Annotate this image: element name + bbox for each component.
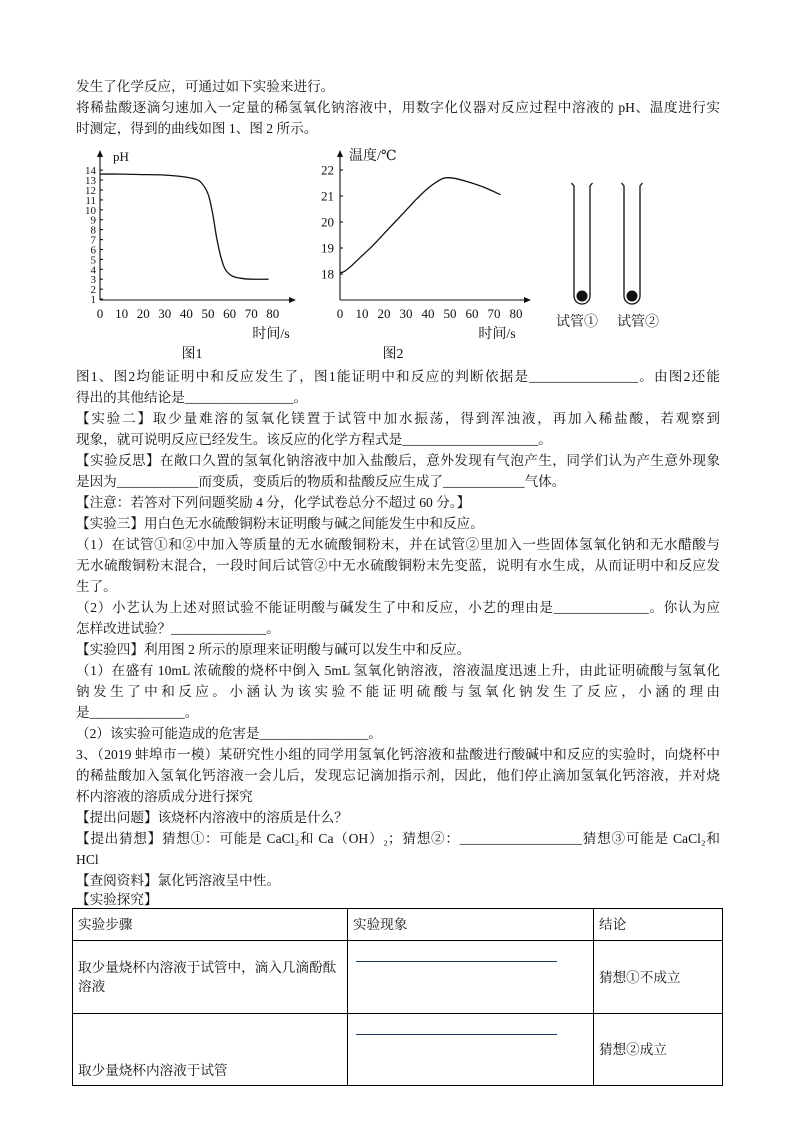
- y-tick-label: 7: [90, 234, 96, 247]
- test-tube-2-label: 试管②: [617, 315, 659, 330]
- y-axis-label: 温度/℃: [349, 149, 397, 164]
- reflection-line: 是因为____________而变质，变质后的物质和盐酸反应生成了____________气体。: [76, 474, 566, 489]
- x-tick-label: 80: [509, 306, 523, 321]
- y-tick-label: 22: [321, 162, 334, 178]
- table-header-row: [73, 909, 723, 941]
- hypothesis-line: HCl: [76, 852, 99, 867]
- figures-svg: [76, 139, 720, 366]
- y-tick-label: 14: [85, 165, 96, 178]
- question-3-line: 的稀盐酸加入氢氧化钙溶液一会儿后，发现忘记滴加指示剂，因此，他们停止滴加氢氧化钙溶液，并对烧: [76, 768, 720, 783]
- question-line: 图1、图2均能证明中和反应发生了，图1能证明中和反应的判断依据是________________。由图2还能: [76, 369, 720, 384]
- question-3-line: 杯内溶液的溶质成分进行探究: [76, 789, 253, 804]
- figure-caption: 图1: [181, 347, 203, 362]
- step-cell: 取少量烧杯内溶液于试管: [73, 1014, 348, 1086]
- y-axis-label: pH: [113, 149, 129, 164]
- question-line: 得出的其他结论是________________。: [76, 390, 308, 405]
- figures-row: [76, 139, 720, 366]
- y-tick-label: 5: [90, 254, 96, 267]
- test-tube-1-powder: [577, 291, 588, 302]
- experiment-3-line: 生了。: [76, 579, 117, 594]
- reflection-line: 【实验反思】在敞口久置的氢氧化钠溶液中加入盐酸后，意外发现有气泡产生，同学们认为产生意外现象: [76, 453, 720, 468]
- y-tick-label: 12: [85, 184, 96, 197]
- experiment-4-line: 【实验四】利用图 2 所示的原理来证明酸与碱可以发生中和反应。: [76, 642, 471, 657]
- x-tick-label: 50: [201, 306, 215, 321]
- test-tube-1-glass: [572, 183, 593, 304]
- test-tube-2-powder: [627, 291, 638, 302]
- experiment-3-line: 怎样改进试验？______________。: [76, 621, 280, 636]
- x-tick-label: 40: [421, 306, 435, 321]
- x-tick-label: 20: [377, 306, 391, 321]
- step-cell: 取少量烧杯内溶液于试管中，滴入几滴酚酞溶液: [73, 941, 348, 1014]
- experiment-3-line: 【实验三】用白色无水硫酸铜粉末证明酸与碱之间能发生中和反应。: [76, 516, 484, 531]
- x-tick-label: 0: [96, 306, 104, 321]
- header-observation: 实验现象: [348, 909, 594, 941]
- header-conclusion: 结论: [594, 909, 723, 941]
- ph-chart: [85, 149, 296, 362]
- y-tick-label: 11: [85, 194, 96, 207]
- x-axis-label: 时间/s: [252, 327, 290, 342]
- x-axis-arrow: [524, 297, 531, 303]
- observation-blank: [356, 961, 557, 962]
- x-tick-label: 10: [115, 306, 129, 321]
- y-axis-arrow: [337, 150, 343, 157]
- x-tick-label: 60: [465, 306, 479, 321]
- experiment-2-line: 【实验二】取少量难溶的氢氧化镁置于试管中加水振荡，得到浑浊液，再加入稀盐酸，若观察到: [76, 411, 720, 426]
- experiment-4-line: 是______________。: [76, 705, 199, 720]
- observation-cell: [348, 941, 594, 1014]
- observation-cell: [348, 1014, 594, 1086]
- y-tick-label: 1: [90, 294, 96, 306]
- intro-line: 将稀盐酸逐滴匀速加入一定量的稀氢氧化钠溶液中，用数字化仪器对反应过程中溶液的 pH、温度进行实: [76, 100, 720, 115]
- x-tick-label: 50: [443, 306, 457, 321]
- test-tube-2-glass: [622, 183, 643, 304]
- reference-line: 【查阅资料】氯化钙溶液呈中性。: [76, 873, 280, 888]
- exam-page: [76, 76, 720, 1086]
- table-row: [73, 941, 723, 1014]
- y-tick-label: 2: [90, 284, 96, 297]
- x-tick-label: 30: [399, 306, 413, 321]
- intro-line: 时测定，得到的曲线如图 1、图 2 所示。: [76, 121, 318, 136]
- observation-blank: [356, 1034, 557, 1035]
- y-tick-label: 4: [90, 264, 96, 277]
- x-tick-label: 70: [244, 306, 258, 321]
- x-axis-arrow: [289, 297, 296, 303]
- raise-question-line: 【提出问题】该烧杯内溶液中的溶质是什么？: [76, 810, 348, 825]
- exploration-heading: 【实验探究】: [76, 892, 158, 907]
- experiment-4-line: （2）该实验可能造成的危害是________________。: [76, 726, 382, 741]
- y-axis-arrow: [97, 150, 103, 157]
- figure-caption: 图2: [382, 347, 404, 362]
- temperature-curve: [340, 178, 501, 273]
- y-tick-label: 19: [321, 240, 334, 256]
- x-axis-label: 时间/s: [478, 327, 516, 342]
- x-tick-label: 40: [179, 306, 193, 321]
- y-tick-label: 13: [85, 175, 96, 187]
- temperature-chart: [321, 147, 531, 362]
- experiment-2-line: 现象，就可说明反应已经发生。该反应的化学方程式是____________________。: [76, 432, 552, 447]
- header-step: 实验步骤: [73, 909, 348, 941]
- y-tick-label: 10: [85, 204, 96, 217]
- experiment-3-line: 无水硫酸铜粉末混合，一段时间后试管②中无水硫酸铜粉末先变蓝，说明有水生成，从而证明中和反应发: [76, 558, 720, 573]
- intro-line: 发生了化学反应，可通过如下实验来进行。: [76, 79, 335, 94]
- y-tick-label: 8: [90, 224, 96, 237]
- x-tick-label: 10: [355, 306, 369, 321]
- x-tick-label: 60: [223, 306, 237, 321]
- x-tick-label: 80: [266, 306, 280, 321]
- question-3-line: 3、（2019 蚌埠市一模）某研究性小组的同学用氢氧化钙溶液和盐酸进行酸碱中和反应的实验时，向烧杯中: [76, 747, 720, 762]
- bonus-note-line: 【注意：若答对下列问题奖励 4 分，化学试卷总分不超过 60 分。】: [76, 495, 471, 510]
- x-tick-label: 0: [336, 306, 344, 321]
- y-tick-label: 20: [321, 214, 334, 230]
- experiment-4-line: （1）在盛有 10mL 浓硫酸的烧杯中倒入 5mL 氢氧化钠溶液，溶液温度迅速上升，由此证明硫酸与氢氧化: [76, 663, 720, 678]
- y-tick-label: 3: [90, 274, 96, 287]
- y-tick-label: 9: [90, 214, 96, 227]
- x-tick-label: 20: [136, 306, 150, 321]
- ph-curve: [100, 174, 269, 279]
- y-tick-label: 21: [321, 188, 334, 204]
- conclusion-cell: 猜想①不成立: [594, 941, 723, 1014]
- experiment-table: [72, 908, 723, 1086]
- y-tick-label: 6: [90, 244, 96, 257]
- x-tick-label: 30: [158, 306, 172, 321]
- conclusion-cell: 猜想②成立: [594, 1014, 723, 1086]
- experiment-4-line: 钠发生了中和反应。小涵认为该实验不能证明硫酸与氢氧化钠发生了反应，小涵的理由: [76, 684, 720, 699]
- hypothesis-line: 【提出猜想】猜想①：可能是 CaCl₂和 Ca（OH）₂；猜想②：__________________猜想③可能是 CaCl₂和: [76, 831, 720, 846]
- table-row: [73, 1014, 723, 1086]
- test-tube-2: [617, 183, 659, 330]
- experiment-3-line: （2）小艺认为上述对照试验不能证明酸与碱发生了中和反应，小艺的理由是______________。你认为应: [76, 600, 720, 615]
- test-tube-1-label: 试管①: [556, 315, 598, 330]
- y-tick-label: 18: [321, 266, 334, 282]
- x-tick-label: 70: [487, 306, 501, 321]
- experiment-3-line: （1）在试管①和②中加入等质量的无水硫酸铜粉末，并在试管②里加入一些固体氢氧化钠和无水醋酸与: [76, 537, 720, 552]
- test-tube-1: [556, 183, 598, 330]
